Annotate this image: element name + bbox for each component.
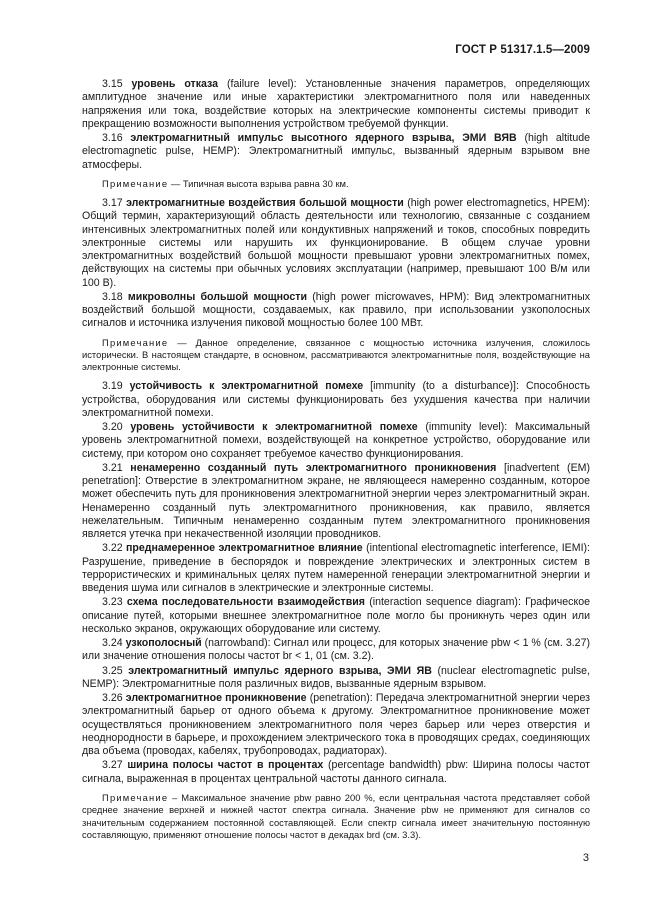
definitions-list bbox=[82, 78, 590, 841]
entry-number: 3.18 bbox=[102, 290, 123, 303]
entry-term: схема последовательности взаимодействия bbox=[126, 596, 365, 609]
entry-term: ширина полосы частот в процентах bbox=[127, 759, 324, 772]
definition-entry bbox=[82, 692, 590, 758]
note-text: — Типичная высота взрыва равна 30 км. bbox=[168, 177, 349, 189]
entry-term: электромагнитное проникновение bbox=[125, 692, 307, 705]
entry-note bbox=[82, 337, 590, 374]
entry-note bbox=[82, 178, 590, 190]
entry-definition: (high power microwaves, HPM): Вид электромагнитных воздействий большой мощности, создаваемых, как правило, при использовании узкополосных сигналов и источника излучения пиковой мощностью более 100 МВт. bbox=[82, 290, 590, 330]
note-label: Примечание bbox=[102, 791, 169, 803]
note-text: – Максимальное значение pbw равно 200 %, если центральная частота представляет собой среднее значение верхней и нижней частот спектра сигнала. Значение pbw не применяют для сигналов со значительным содержанием постоянной составляющей. Если спектр сигнала имеет значительную постоянную составляющую, применяют отношение полосы частот в декадах brd (см. 3.3). bbox=[82, 791, 590, 840]
entry-number: 3.17 bbox=[102, 197, 123, 210]
definition-entry bbox=[82, 542, 590, 595]
entry-definition: (high power electromagnetics, HPEM): Общий термин, характеризующий область деятельности или технологию, связанные с созданием интенсивных электромагнитных полей или кондуктивных напряжений и токов, способных повредить электронные системы или нарушить их функционирование. В общем случае уровни электромагнитных воздействий большой мощности превышают уровни электромагнитных помех, действующих на системы при обычных условиях эксплуатации (например, превышают 100 В/м или 100 В). bbox=[82, 197, 590, 289]
entry-number: 3.21 bbox=[102, 461, 123, 474]
definition-entry bbox=[82, 665, 590, 692]
note-label: Примечание bbox=[102, 177, 169, 189]
entry-definition: (narrowband): Сигнал или процесс, для которых значение pbw < 1 % (см. 3.27) или значение отношения полосы частот br < 1, 01 (см. 3.2). bbox=[82, 637, 590, 663]
definition-entry bbox=[82, 78, 590, 131]
entry-definition: (intentional electromagnetic interference, IEMI): Разрушение, приведение в беспорядок и повреждение электрических и электронных систем в террористических и криминальных целях путем намеренной генерации электромагнитной энергии и введения шума или сигналов в электрические и электронные системы. bbox=[82, 542, 590, 595]
entry-definition: (high altitude electromagnetic pulse, HEMP): Электромагнитный импульс, вызванный ядерным взрывом вне атмосферы. bbox=[82, 132, 591, 171]
entry-number: 3.26 bbox=[102, 692, 123, 705]
entry-term: электромагнитный импульс высотного ядерного взрыва, ЭМИ ВЯВ bbox=[130, 132, 517, 144]
entry-number: 3.24 bbox=[102, 637, 123, 650]
entry-term: микроволны большой мощности bbox=[127, 290, 307, 303]
definition-entry bbox=[82, 759, 590, 786]
page-number: 3 bbox=[582, 852, 589, 864]
entry-definition: (failure level): Установленные значения параметров, определяющих амплитудное значение или иные характеристики электромагнитного поля или наведенных напряжения или тока, воздействие которых на электрические компоненты системы приводит к прекращению возможности выполнения устройством требуемой функции. bbox=[82, 78, 590, 130]
entry-term: электромагнитный импульс ядерного взрыва, ЭМИ ЯВ bbox=[128, 664, 432, 677]
entry-term: узкополосный bbox=[125, 637, 202, 650]
entry-number: 3.25 bbox=[102, 664, 123, 677]
entry-number: 3.27 bbox=[102, 759, 123, 772]
entry-term: уровень отказа bbox=[131, 78, 219, 90]
entry-note bbox=[82, 792, 590, 841]
entry-number: 3.19 bbox=[102, 380, 123, 393]
entry-term: ненамеренно созданный путь электромагнитного проникновения bbox=[130, 461, 497, 474]
entry-definition: (interaction sequence diagram): Графическое описание путей, которыми внешнее электромагнитное поле могло бы проникнуть через один или несколько экранов, окружающих оборудование или систему. bbox=[82, 596, 590, 635]
note-text: — Данное определение, связанное с мощностью источника излучения, сложилось исторически. В настоящем стандарте, в основном, рассматриваются электромагнитные поля, воздействующие на электронные системы. bbox=[82, 336, 590, 373]
entry-definition: (penetration): Передача электромагнитной энергии через электромагнитный барьер от одного объема к другому. Электромагнитное проникновение может осуществляться проникновением электромагнитного поля через барьер или через отверстия и неоднородности в барьере, и прохождением электрического тока в проводящих средах, соединяющих два объема (проводах, кабелях, трубопроводах, радиаторах). bbox=[82, 692, 590, 758]
entry-term: электромагнитные воздействия большой мощности bbox=[126, 197, 404, 210]
standard-header: ГОСТ Р 51317.1.5—2009 bbox=[455, 44, 590, 56]
entry-number: 3.15 bbox=[102, 78, 123, 90]
entry-number: 3.20 bbox=[102, 421, 123, 434]
entry-definition: [immunity (to a disturbance)]: Способность устройства, оборудования или системы функционировать без ухудшения качества при наличии электромагнитной помехи. bbox=[82, 380, 591, 419]
document-body bbox=[82, 78, 590, 848]
entry-term: преднамеренное электромагнитное влияние bbox=[126, 542, 363, 555]
definition-entry bbox=[82, 596, 590, 636]
entry-definition: [inadvertent (EM) penetration]: Отверстие в электромагнитном экране, не являющееся намеренно созданным, которое может обеспечить путь для проникновения электромагнитной энергии через электромагнитный экран. Ненамеренно созданный путь электромагнитного проникновения, как правило, является нежелательным. Типичным ненамеренно созданным путем электромагнитного проникновения является утечка при некачественной изоляции проводников. bbox=[82, 461, 590, 541]
definition-entry bbox=[82, 380, 590, 420]
note-label: Примечание bbox=[102, 336, 169, 348]
entry-term: уровень устойчивости к электромагнитной помехе bbox=[130, 421, 418, 434]
definition-entry bbox=[82, 132, 590, 172]
entry-definition: (nuclear electromagnetic pulse, NEMP): Электромагнитные поля различных видов, вызванные ядерным взрывом. bbox=[82, 664, 590, 690]
entry-number: 3.16 bbox=[102, 132, 123, 144]
definition-entry bbox=[82, 291, 590, 331]
entry-number: 3.22 bbox=[102, 542, 123, 555]
entry-number: 3.23 bbox=[102, 596, 123, 609]
definition-entry bbox=[82, 421, 590, 461]
definition-entry bbox=[82, 462, 590, 542]
entry-definition: (immunity level): Максимальный уровень электромагнитной помехи, воздействующей на конкретное устройство, оборудование или систему, при котором оно сохраняет требуемое качество функционирования. bbox=[82, 421, 590, 460]
entry-term: устойчивость к электромагнитной помехе bbox=[129, 380, 364, 393]
entry-definition: (percentage bandwidth) pbw: Ширина полосы частот сигнала, выраженная в процентах центральной частоты данного сигнала. bbox=[82, 759, 590, 785]
definition-entry bbox=[82, 637, 590, 664]
definition-entry bbox=[82, 197, 590, 290]
